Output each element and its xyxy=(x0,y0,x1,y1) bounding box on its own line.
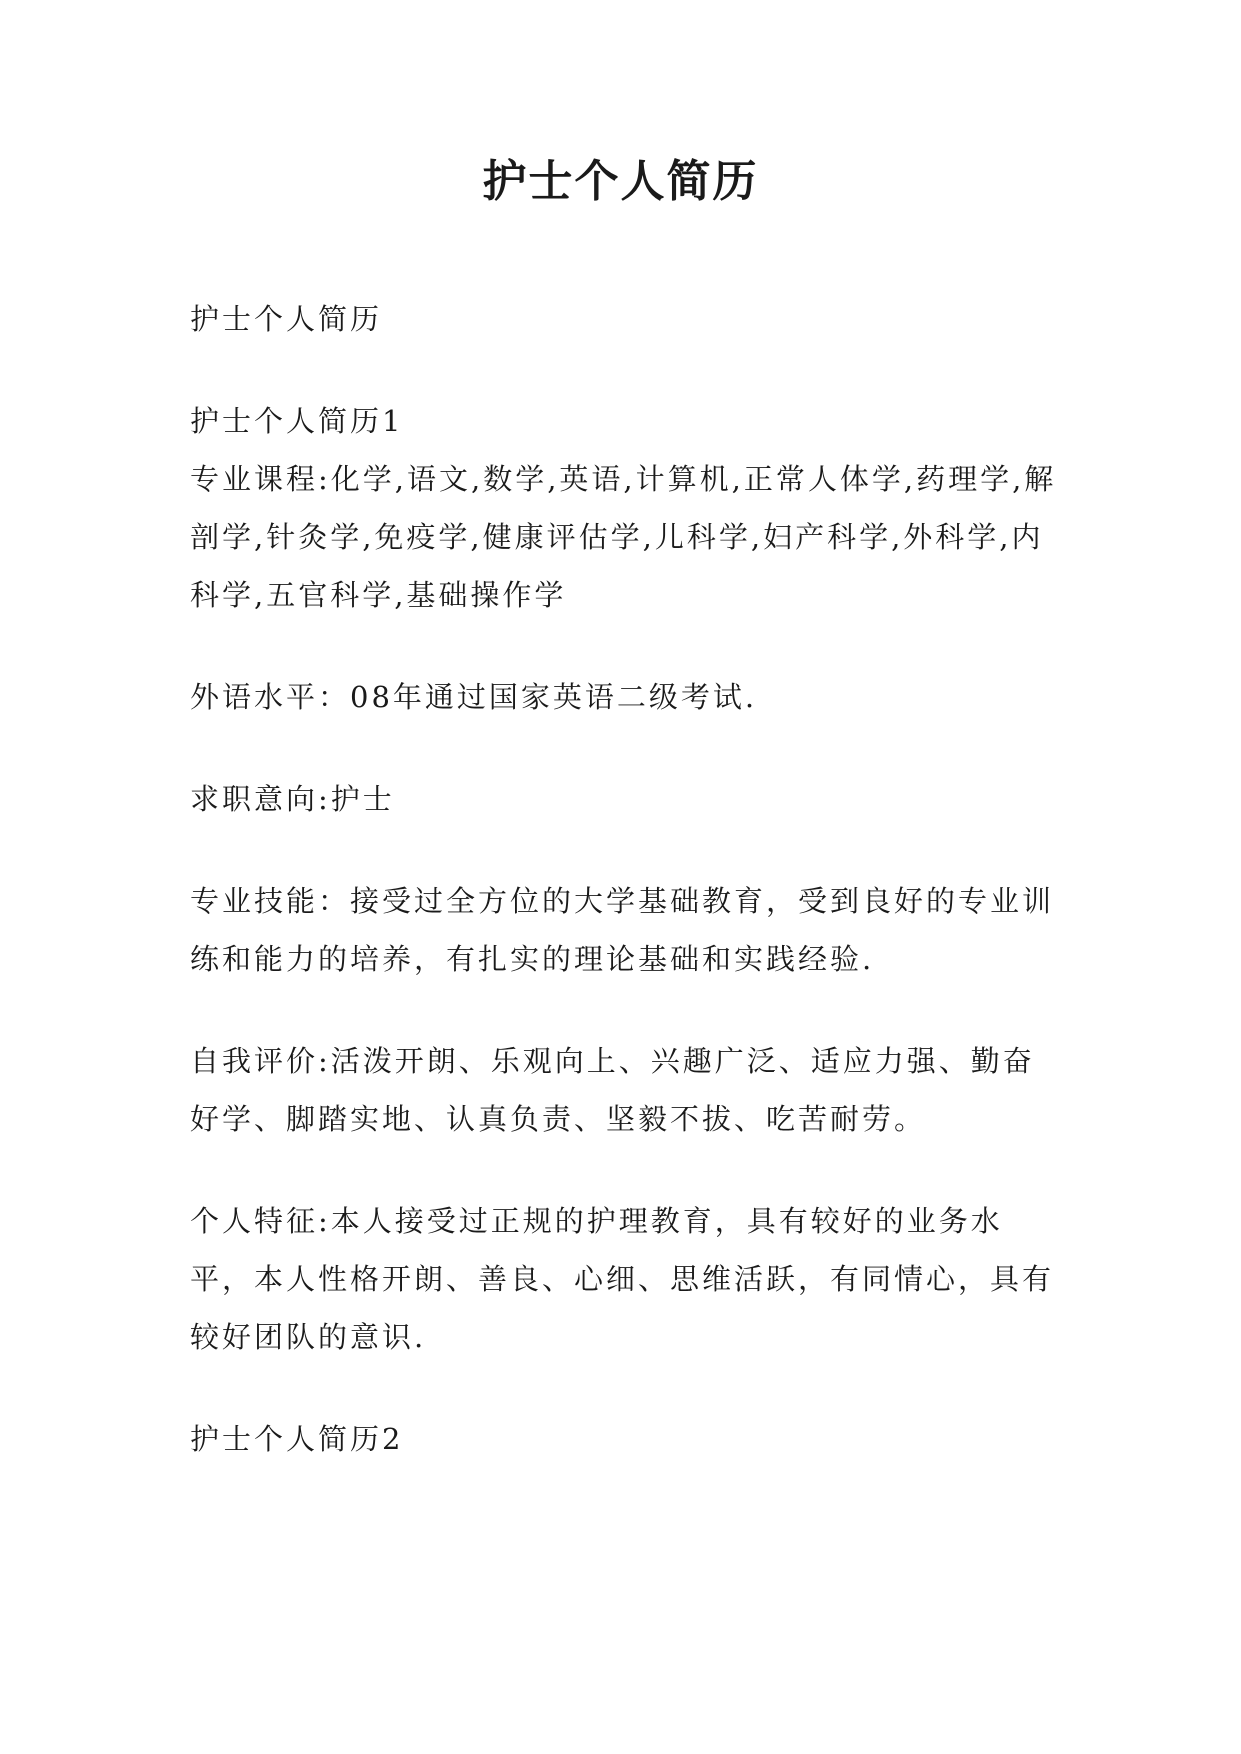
paragraph-personal-traits: 个人特征:本人接受过正规的护理教育，具有较好的业务水平，本人性格开朗、善良、心细、思维活跃，有同情心，具有较好团队的意识. xyxy=(190,1204,1055,1354)
paragraph-section-2: 护士个人简历2 xyxy=(190,1422,404,1456)
paragraph-heading: 护士个人简历 xyxy=(190,302,383,336)
paragraph-courses: 专业课程:化学,语文,数学,英语,计算机,正常人体学,药理学,解剖学,针灸学,免疫学,健康评估学,儿科学,妇产科学,外科学,内科学,五官科学,基础操作学 xyxy=(190,462,1057,612)
document-title: 护士个人简历 xyxy=(482,156,759,207)
paragraph-section-1: 护士个人简历1 xyxy=(190,404,404,438)
paragraph-skills: 专业技能：接受过全方位的大学基础教育，受到良好的专业训练和能力的培养，有扎实的理论基础和实践经验. xyxy=(190,884,1055,976)
paragraph-self-evaluation: 自我评价:活泼开朗、乐观向上、兴趣广泛、适应力强、勤奋好学、脚踏实地、认真负责、坚毅不拔、吃苦耐劳。 xyxy=(190,1044,1035,1136)
document-body xyxy=(190,290,1060,1468)
paragraph-job-intention: 求职意向:护士 xyxy=(190,782,395,816)
paragraph-language: 外语水平：08年通过国家英语二级考试. xyxy=(190,680,758,714)
